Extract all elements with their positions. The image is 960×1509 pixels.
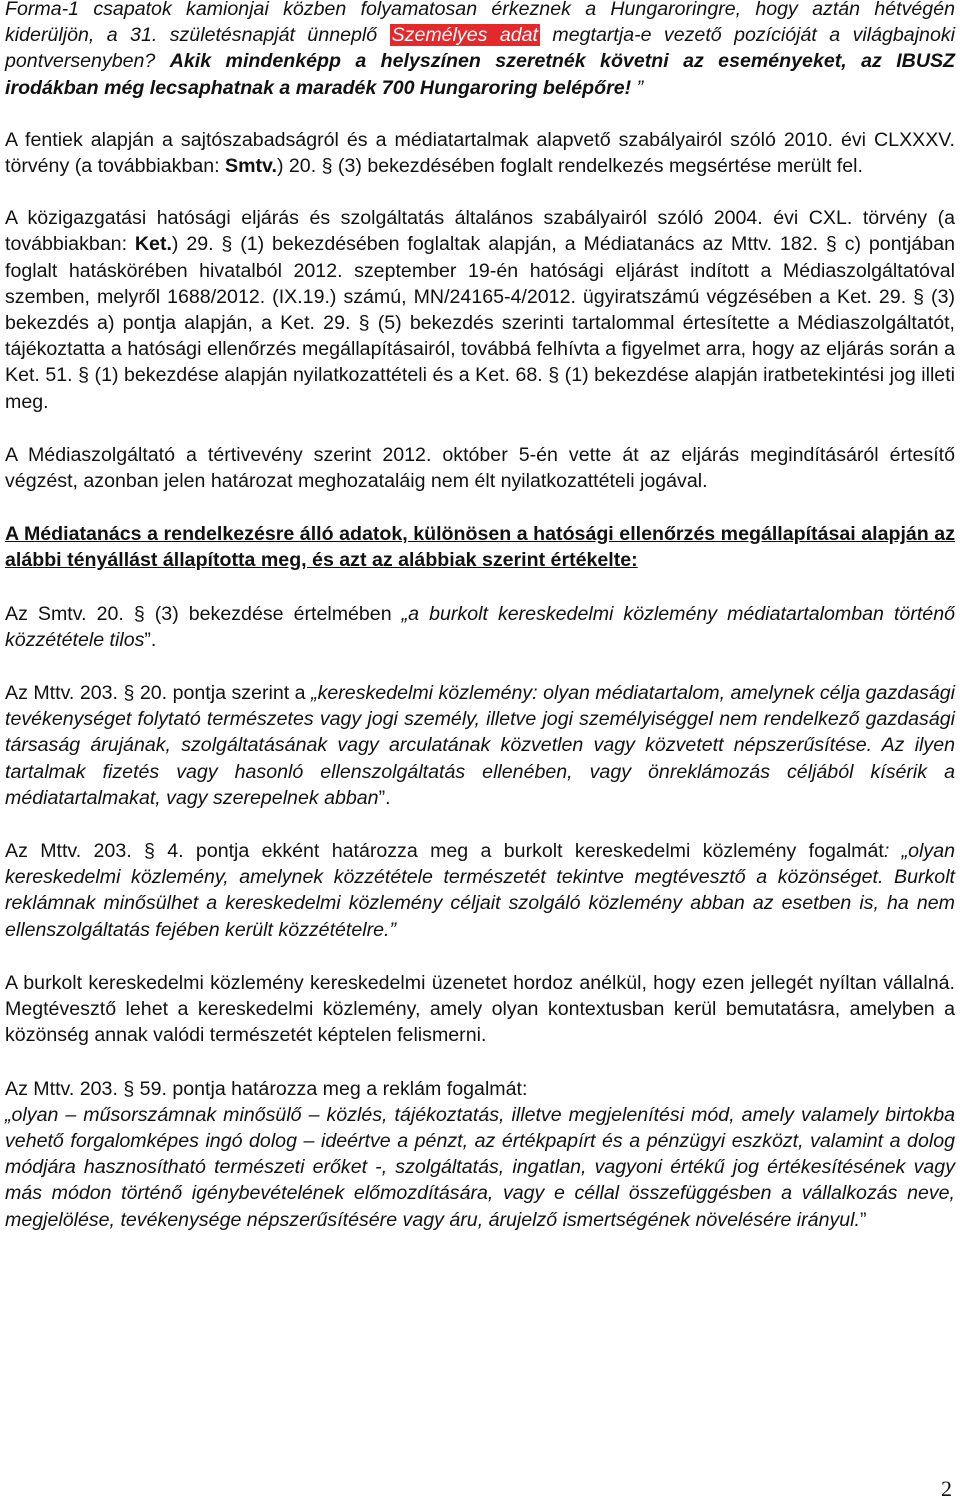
paragraph-mttv-20-end: ”.	[378, 786, 391, 809]
paragraph-mttv-4-text: Az Mttv. 203. § 4. pontja ekként határozza meg a burkolt kereskedelmi közlemény fogalmát	[5, 840, 884, 863]
paragraph-notification: A Médiaszolgáltató a tértivevény szerint 2012. október 5-én vette át az eljárás megindításáról értesítő végzést, azonban jelen határozat meghozataláig nem élt nyilatkozattételi jogával.	[5, 443, 955, 493]
paragraph-smtv-20-end: ”.	[144, 628, 157, 651]
paragraph-mttv-4	[5, 838, 955, 943]
paragraph-smtv-20-quote: „a burkolt kereskedelmi közlemény médiatartalomban történő közzététele tilos	[5, 602, 955, 651]
paragraph-smtv-text-end: ) 20. § (3) bekezdésében foglalt rendelkezés megsértése merült fel.	[276, 155, 863, 178]
paragraph-mttv-59-quote: „olyan – műsorszámnak minősülő – közlés, tájékoztatás, illetve megjelenítési mód, amely valamely birtokba vehető forgalomképes ingó dolog – ideértve a pénzt, az értékpapírt és a pénzügyi eszközt, valamint a dolog módjára hasznosítható természeti erőket -, szolgáltatás, ingatlan, vagyoni értékű jog értékesítésének vagy más módon történő igénybevételének előmozdítására, vagy e céllal összefüggésben a vállalkozás neve, megjelölése, tevékenysége népszerűsítésére vagy áru, árujelző ismertségének növelésére irányul.	[5, 1103, 955, 1231]
redacted-personal-data: Személyes adat	[391, 24, 538, 47]
paragraph-smtv	[5, 127, 955, 179]
intro-text-1: Forma-1 csapatok kamionjai közben folyamatosan érkeznek a Hungaroringre, hogy aztán hétvégén kiderüljön, a 31. születésnapját ünneplő	[5, 0, 955, 47]
abbr-ket: Ket.	[134, 233, 172, 256]
abbr-smtv: Smtv.	[225, 155, 277, 178]
paragraph-mttv-20	[5, 680, 955, 811]
document-page	[5, 0, 955, 1233]
paragraph-mttv-20-text: Az Mttv. 203. § 20. pontja szerint a	[5, 682, 312, 705]
paragraph-mttv-59	[5, 1076, 955, 1233]
paragraph-mttv-4-quote: „olyan kereskedelmi közlemény, amelynek közzététele természetét tekintve megtévesztő a közönséget. Burkolt reklámnak minősülhet a kereskedelmi közlemény céljait szolgáló közlemény abban az esetben is, ha nem ellenszolgáltatás fejében került közzétételre.”	[5, 840, 955, 941]
intro-quote	[5, 0, 955, 101]
intro-close-quote: ”	[631, 76, 644, 99]
paragraph-mttv-20-quote: „kereskedelmi közlemény: olyan médiatartalom, amelynek célja gazdasági tevékenységet folytató természetes vagy jogi személy, illetve jogi személyiséggel nem rendelkező gazdasági társaság árujának, szolgáltatásának vagy arculatának közvetlen vagy közvetett népszerűsítése. Az ilyen tartalmak fizetés vagy hasonló ellenszolgáltatás ellenében, vagy önreklámozás céljából kísérik a médiatartalmakat, vagy szerepelnek abban	[5, 682, 955, 809]
paragraph-ket-text-end: ) 29. § (1) bekezdésében foglaltak alapján, a Médiatanács az Mttv. 182. § c) pontjában foglalt hatáskörében hivatalból 2012. szeptember 19-én hatósági eljárást indított a Médiaszolgáltatóval szemben, melyről 1688/2012. (IX.19.) számú, MN/24165-4/2012. ügyiratszámú végzésében a Ket. 29. § (3) bekezdés a) pontja alapján, a Ket. 29. § (5) bekezdés szerinti tartalommal értesítette a Médiaszolgáltatót, tájékoztatta a hatósági ellenőrzés megállapításairól, továbbá felhívta a figyelmet arra, hogy az eljárás során a Ket. 51. § (1) bekezdése alapján nyilatkozattételi és a Ket. 68. § (1) bekezdése alapján iratbetekintési jog illeti meg.	[5, 233, 955, 413]
paragraph-ket	[5, 205, 955, 415]
intro-bold-text: Akik mindenképp a helyszínen szeretnék követni az eseményeket, az IBUSZ irodákban még lecsaphatnak a maradék 700 Hungaroring belépőre!	[5, 50, 956, 99]
paragraph-smtv-20	[5, 601, 955, 653]
paragraph-smtv-20-text: Az Smtv. 20. § (3) bekezdése értelmében	[5, 602, 402, 625]
paragraph-smtv-text: A fentiek alapján a sajtószabadságról és a médiatartalmak alapvető szabályairól szóló 2010. évi CLXXXV. törvény (a továbbiakban:	[5, 128, 955, 178]
intro-text-2: megtartja-e vezető pozícióját a világbajnoki pontversenyben?	[5, 24, 956, 73]
paragraph-burkolt: A burkolt kereskedelmi közlemény kereskedelmi üzenetet hordoz anélkül, hogy ezen jellegét nyíltan vállalná. Megtévesztő lehet a kereskedelmi közlemény, amely olyan kontextusban kerül bemutatásra, amelyben a közönség annak valódi természetét képtelen felismerni.	[5, 971, 955, 1047]
paragraph-mttv-59-text: Az Mttv. 203. § 59. pontja határozza meg a reklám fogalmát:	[5, 1077, 528, 1100]
section-heading: A Médiatanács a rendelkezésre álló adatok, különösen a hatósági ellenőrzés megállapításai alapján az alábbi tényállást állapította meg, és azt az alábbiak szerint értékelte:	[5, 523, 955, 572]
paragraph-ket-text: A közigazgatási hatósági eljárás és szolgáltatás általános szabályairól szóló 2004. évi CXL. törvény (a továbbiakban:	[5, 207, 955, 256]
paragraph-mttv-59-close: ”	[859, 1208, 867, 1231]
paragraph-mttv-4-colon: :	[883, 840, 890, 863]
page-number: 2	[941, 1476, 952, 1501]
